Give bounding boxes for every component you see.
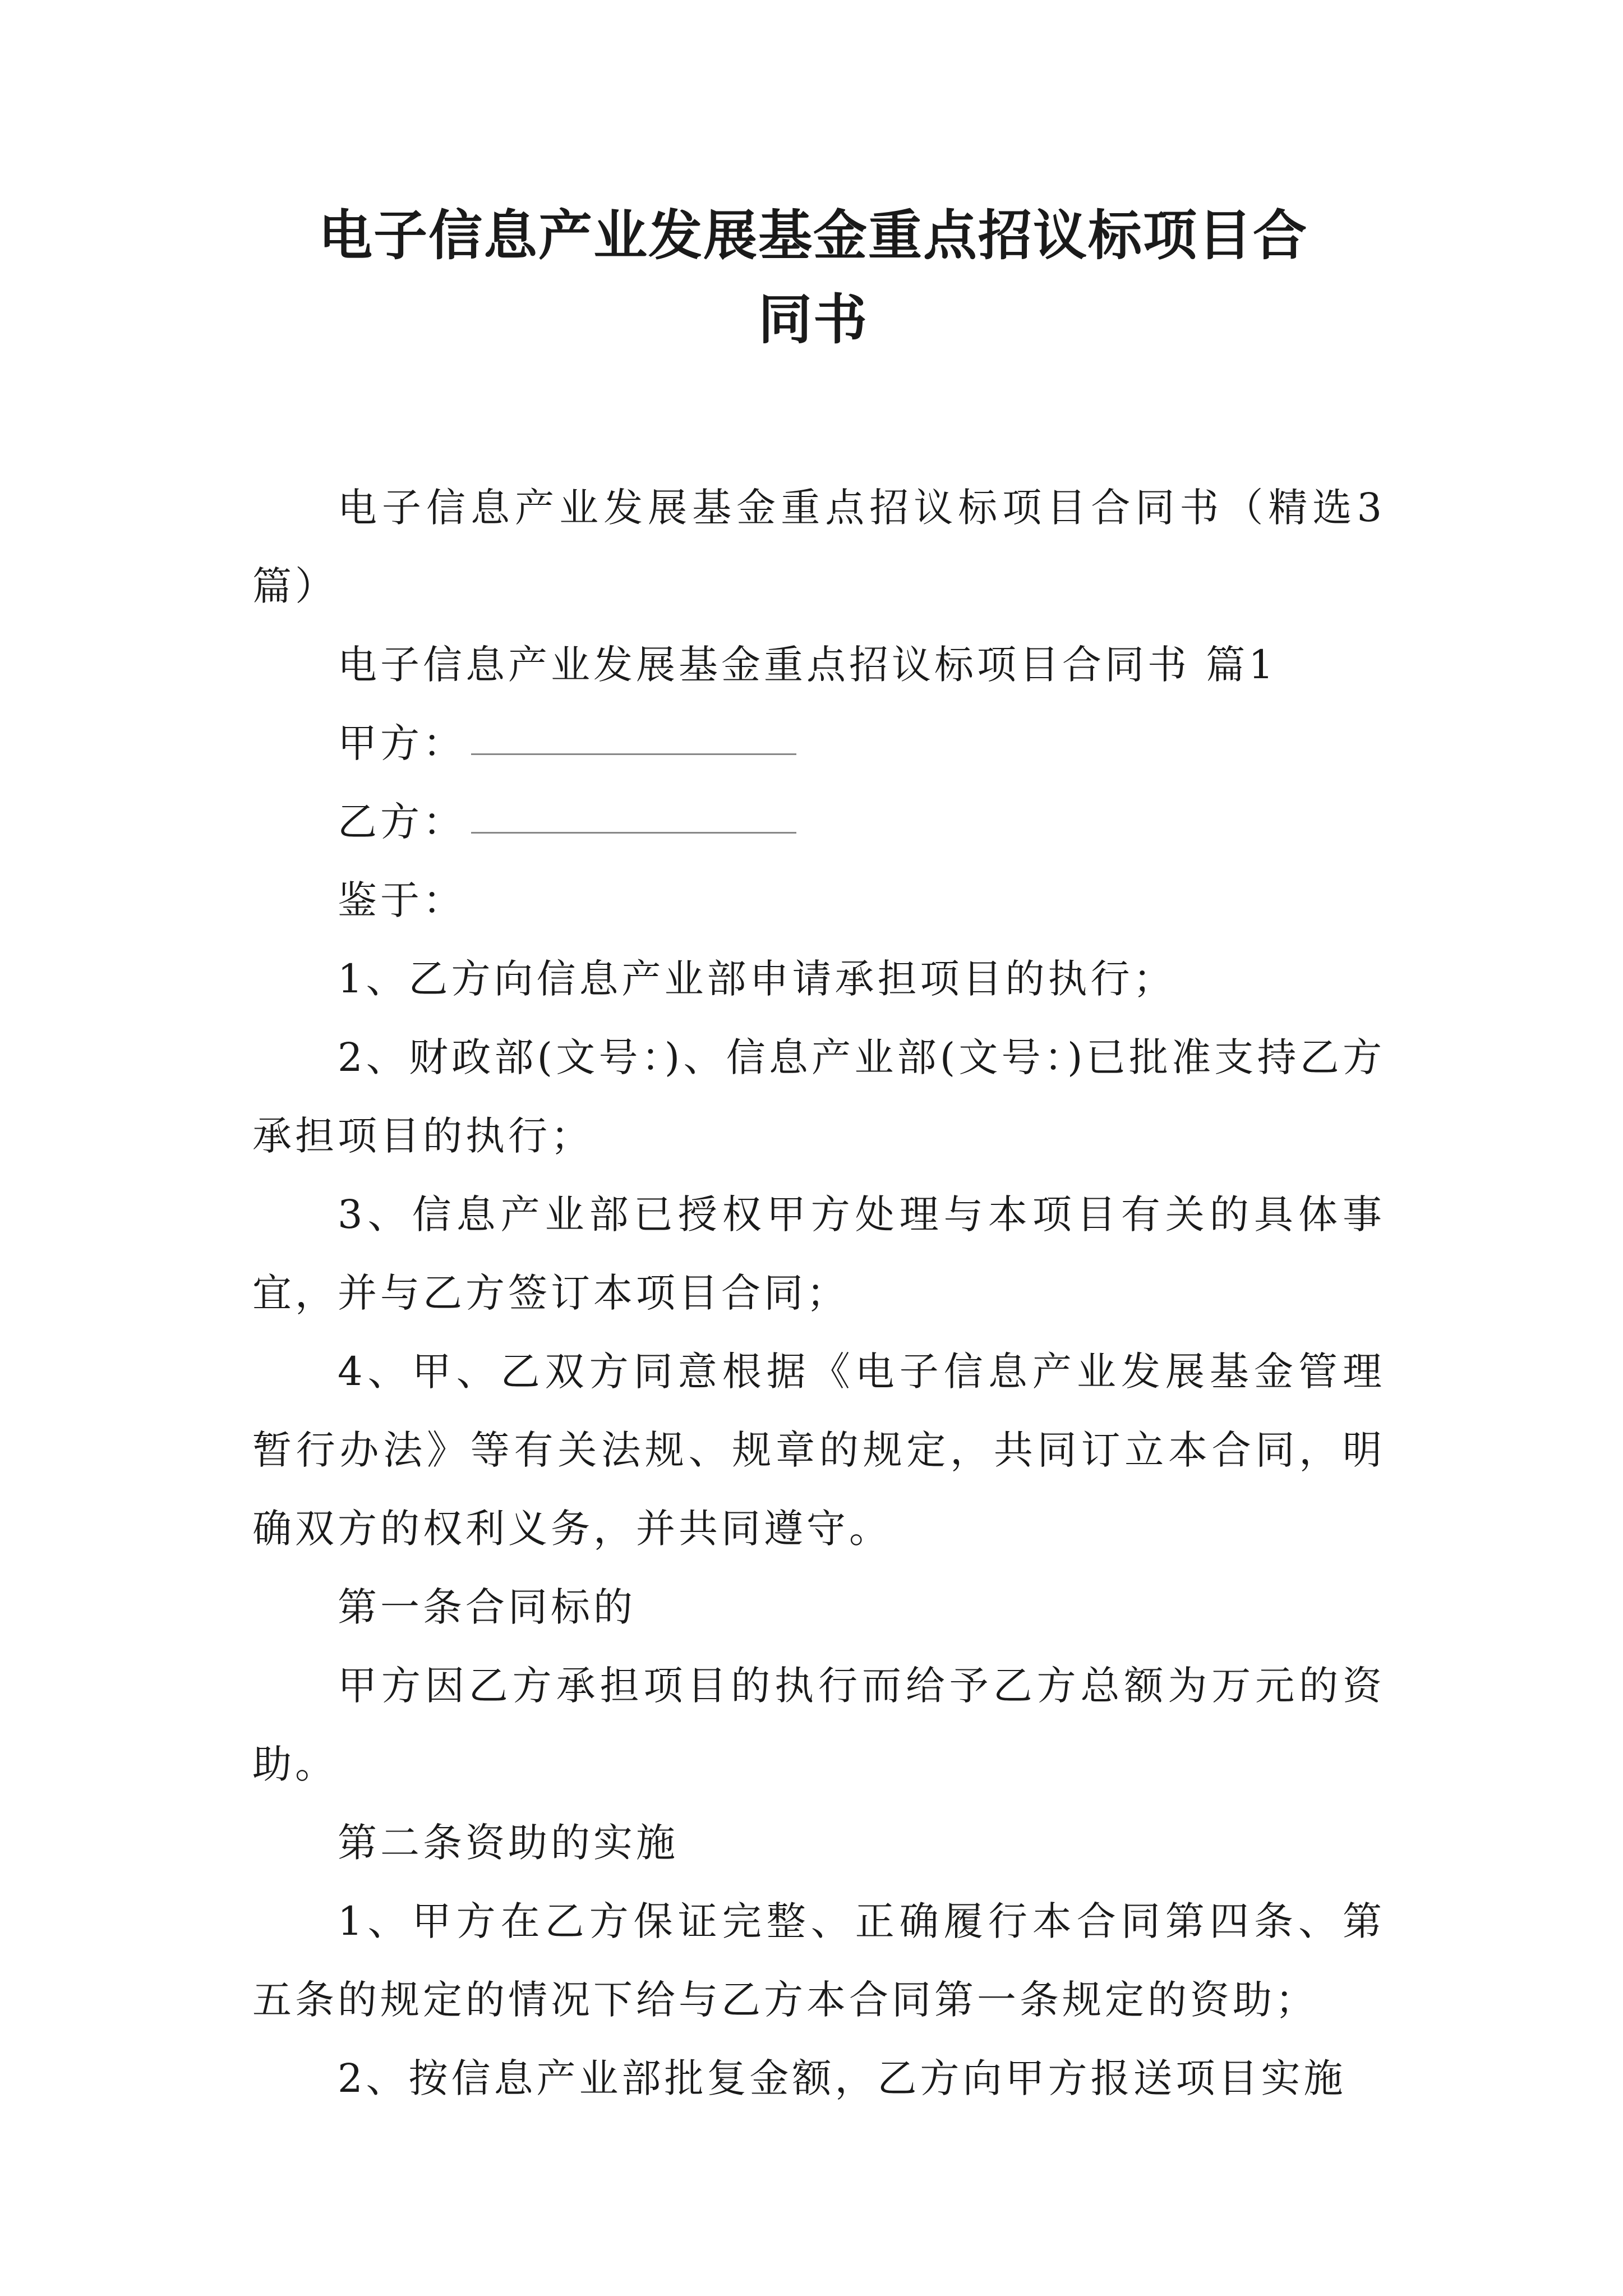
whereas-item-2: 2、财政部(文号：)、信息产业部(文号：)已批准支持乙方承担项目的执行； [252, 1034, 1385, 1159]
party-a-blank-line [471, 753, 796, 755]
whereas-heading: 鉴于： [338, 877, 465, 923]
article-2-heading: 第二条资助的实施 [338, 1820, 679, 1866]
party-a-label: 甲方： [338, 720, 465, 766]
document-title [252, 194, 1374, 362]
intro-paragraph: 电子信息产业发展基金重点招议标项目合同书（精选3篇） [252, 485, 1385, 609]
whereas-item-4: 4、甲、乙双方同意根据《电子信息产业发展基金管理暂行办法》等有关法规、规章的规定，共同订立本合同，明确双方的权利义务，并共同遵守。 [252, 1349, 1385, 1552]
article-2-item-2: 2、按信息产业部批复金额，乙方向甲方报送项目实施 [338, 2055, 1347, 2101]
title-line-1: 电子信息产业发展基金重点招议标项目合 [319, 204, 1308, 267]
party-b-label: 乙方： [338, 799, 465, 845]
article-2-item-1: 1、甲方在乙方保证完整、正确履行本合同第四条、第五条的规定的情况下给与乙方本合同第一条规定的资助； [252, 1898, 1385, 2023]
article-1-text: 甲方因乙方承担项目的执行而给予乙方总额为万元的资助。 [252, 1663, 1385, 1787]
article-1-heading: 第一条合同标的 [338, 1584, 636, 1630]
party-b-line [252, 783, 1385, 861]
document-body [252, 468, 1385, 2118]
whereas-item-1: 1、乙方向信息产业部申请承担项目的执行； [338, 956, 1176, 1002]
whereas-item-3: 3、信息产业部已授权甲方处理与本项目有关的具体事宜，并与乙方签订本项目合同； [252, 1191, 1385, 1316]
section-heading: 电子信息产业发展基金重点招议标项目合同书 篇1 [338, 642, 1277, 688]
title-line-2: 同书 [758, 288, 868, 351]
party-b-blank-line [471, 831, 796, 834]
party-a-line [252, 704, 1385, 783]
